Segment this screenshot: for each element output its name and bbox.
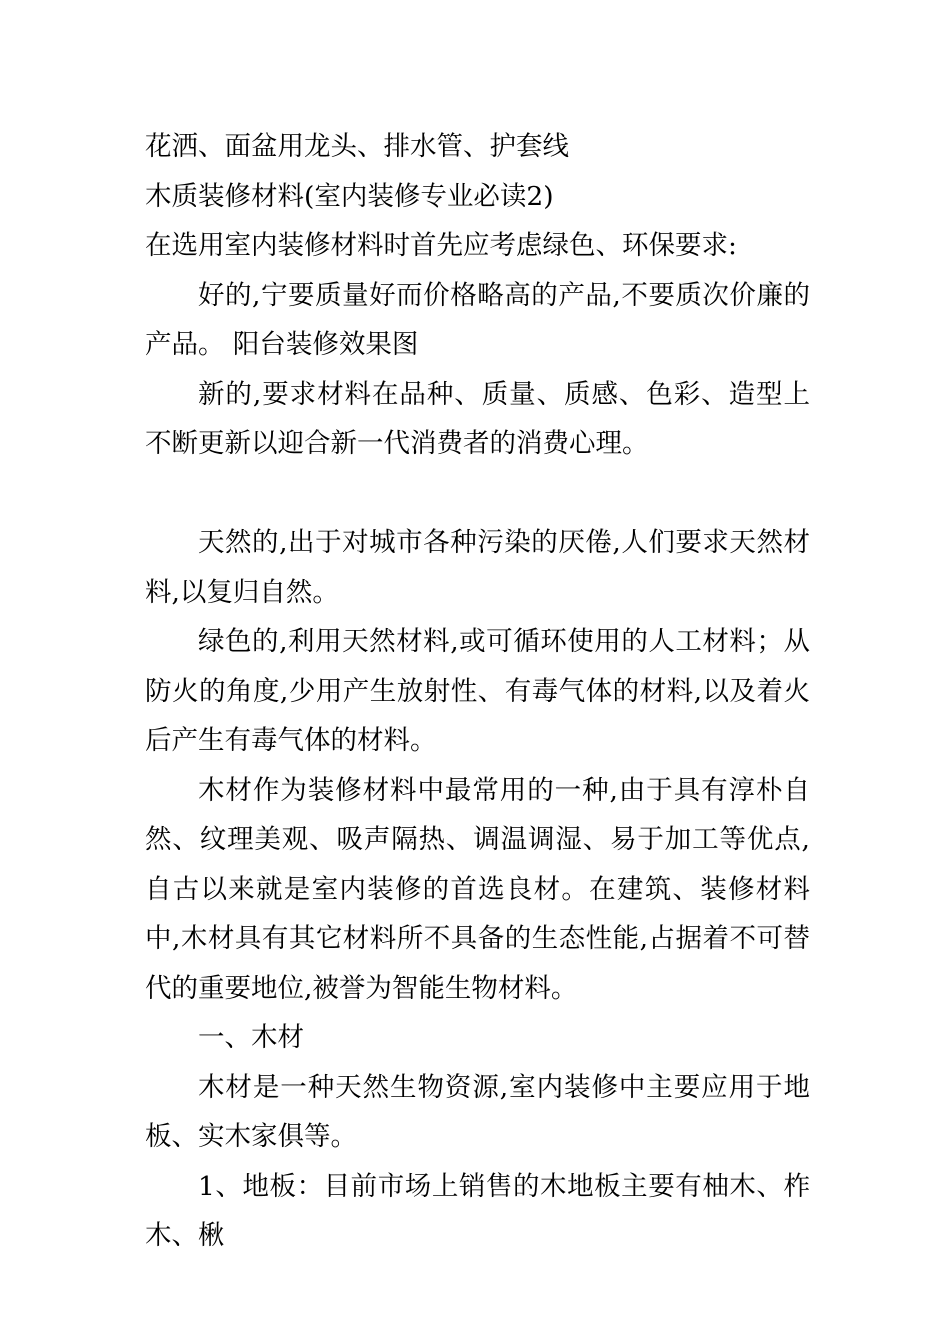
text-line-fixtures: 花洒、面盆用龙头、排水管、护套线: [145, 131, 569, 162]
paragraph-wood-intro: 木材作为装修材料中最常用的一种,由于具有淳朴自然、纹理美观、吸声隔热、调温调湿、易于加工等优点,自古以来就是室内装修的首选良材。在建筑、装修材料中,木材具有其它材料所不具备的生态性能,占据着不可替代的重要地位,被誉为智能生物材料。: [145, 774, 810, 1004]
paragraph-natural: 天然的,出于对城市各种污染的厌倦,人们要求天然材料,以复归自然。: [145, 527, 810, 608]
paragraph-new: 新的,要求材料在品种、质量、质感、色彩、造型上不断更新以迎合新一代消费者的消费心理。: [145, 378, 810, 459]
document-page: [145, 122, 810, 1261]
section-heading-wood-materials: 木质装修材料(室内装修专业必读2): [145, 180, 554, 212]
text-line-intro: 在选用室内装修材料时首先应考虑绿色、环保要求:: [145, 230, 737, 261]
paragraph-wood-resource: 木材是一种天然生物资源,室内装修中主要应用于地板、实木家俱等。: [145, 1071, 810, 1152]
subheading-wood: 一、木材: [198, 1022, 304, 1053]
blank-line: [145, 469, 810, 519]
paragraph-good-quality: 好的,宁要质量好而价格略高的产品,不要质次价廉的产品。 阳台装修效果图: [145, 279, 810, 360]
paragraph-green: 绿色的,利用天然材料,或可循环使用的人工材料；从防火的角度,少用产生放射性、有毒气体的材料,以及着火后产生有毒气体的材料。: [145, 626, 810, 756]
paragraph-flooring: 1、地板：目前市场上销售的木地板主要有柚木、柞木、楸: [145, 1170, 810, 1251]
